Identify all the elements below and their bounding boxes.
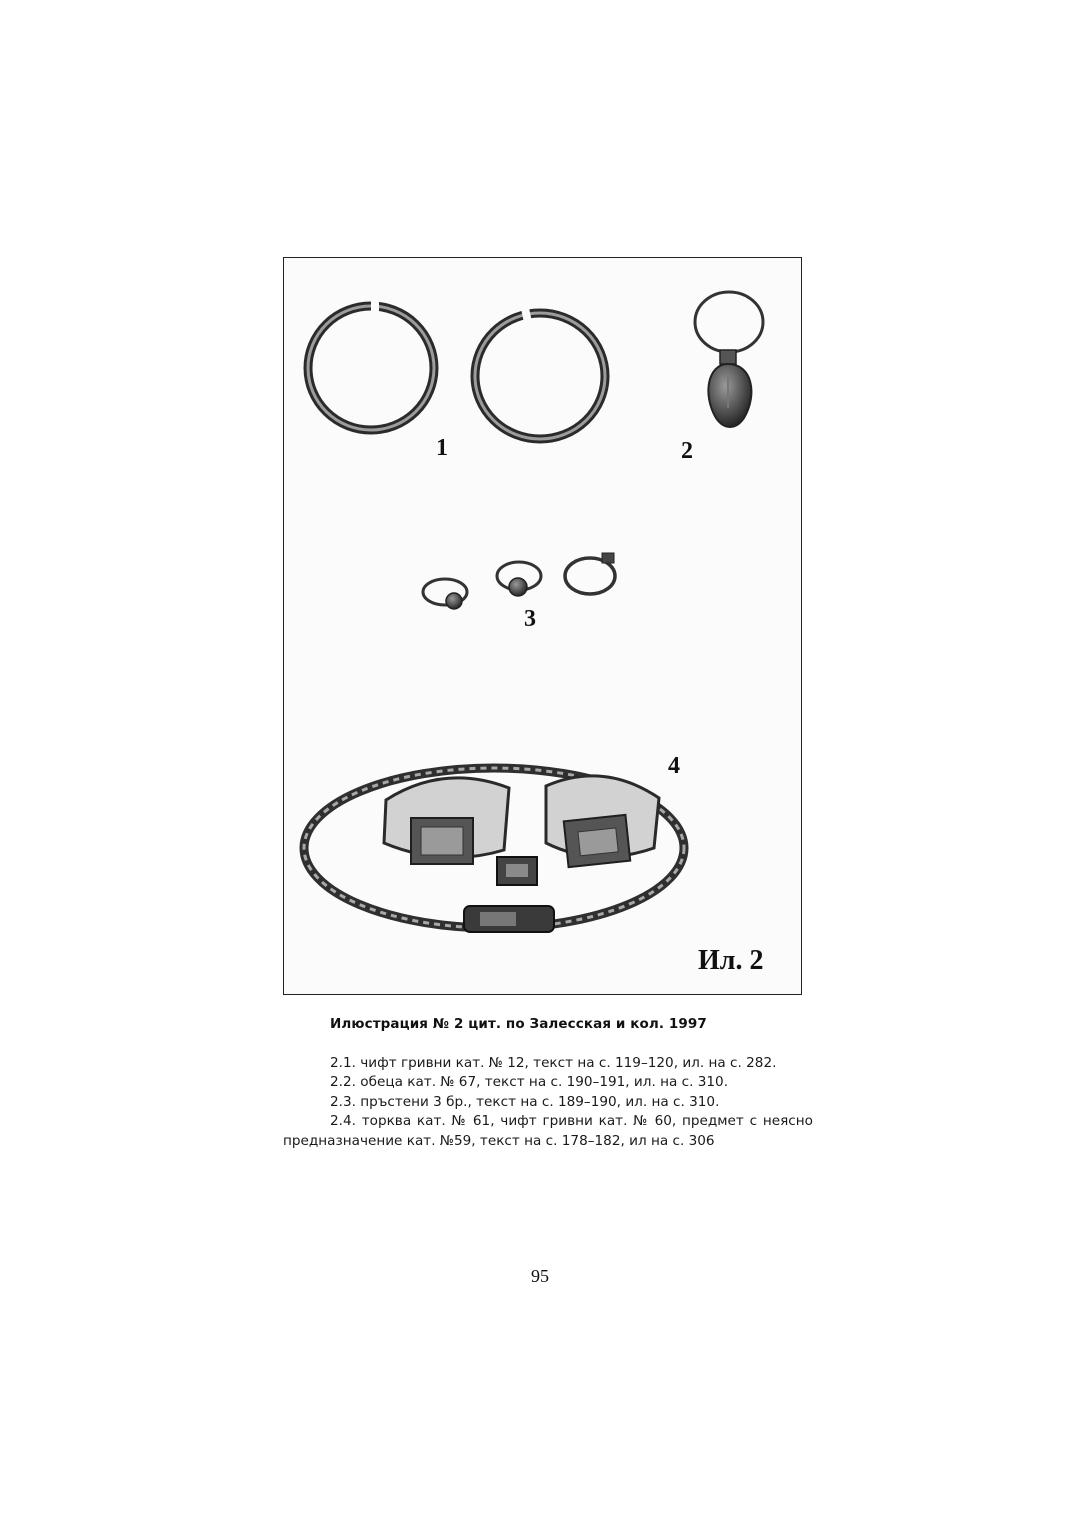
item-2-label: 2 xyxy=(681,438,693,464)
torque-and-bracelets-item-4 xyxy=(304,768,684,932)
page-number: 95 xyxy=(531,1266,549,1286)
item-3-label: 3 xyxy=(524,606,536,632)
caption-list xyxy=(283,1054,813,1151)
caption-item-2-3: 2.3. пръстени 3 бр., текст на с. 189–190, ил. на с. 310. xyxy=(330,1093,720,1110)
plate-label: Ил. 2 xyxy=(698,945,764,976)
item-4-label: 4 xyxy=(668,753,680,779)
bracelet-pair-item-1 xyxy=(308,300,605,439)
earring-item-2 xyxy=(695,292,763,427)
item-1-label: 1 xyxy=(436,435,448,461)
jewelry-photographs xyxy=(284,258,803,996)
caption-item-2-4: 2.4. торква кат. № 61, чифт гривни кат. № 60, предмет с неясно предназначение кат. №59, текст на с. 178–182, ил на с. 306 xyxy=(283,1113,813,1149)
caption-title: Илюстрация № 2 цит. по Залесская и кол. 1997 xyxy=(330,1016,707,1032)
caption-item-2-2: 2.2. обеца кат. № 67, текст на с. 190–191, ил. на с. 310. xyxy=(330,1074,729,1091)
rings-item-3 xyxy=(423,553,615,609)
caption-item-2-1: 2.1. чифт гривни кат. № 12, текст на с. 119–120, ил. на с. 282. xyxy=(330,1055,777,1071)
illustration-plate xyxy=(283,257,802,995)
